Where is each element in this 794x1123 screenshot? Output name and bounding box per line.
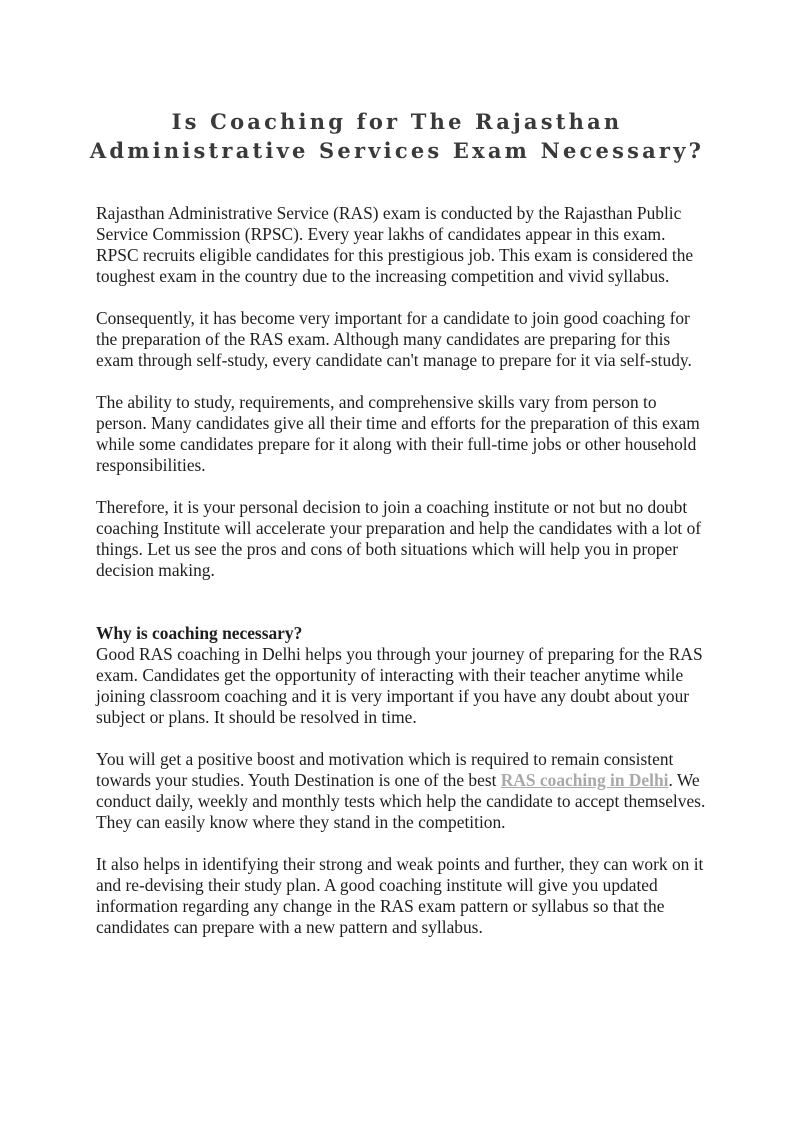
document-body <box>96 203 708 959</box>
paragraph-ability: The ability to study, requirements, and comprehensive skills vary from person to person. Many candidates give all their time and efforts for the preparation of this exam while some candidates prepare for it along with their full-time jobs or other household responsibilities. <box>96 392 700 475</box>
paragraph-positive-boost <box>96 749 708 833</box>
section-why-coaching <box>96 623 708 728</box>
paragraph-text-before-link: You will get a positive boost and motivation which is required to remain consistent towards your studies. Youth Destination is one of the best <box>96 749 674 790</box>
paragraph-strong-weak: It also helps in identifying their strong and weak points and further, they can work on it and re-devising their study plan. A good coaching institute will give you updated information regarding any change in the RAS exam pattern or syllabus so that the candidates can prepare with a new pattern and syllabus. <box>96 854 704 937</box>
paragraph-intro: Rajasthan Administrative Service (RAS) exam is conducted by the Rajasthan Public Service Commission (RPSC). Every year lakhs of candidates appear in this exam. RPSC recruits eligible candidates for this prestigious job. This exam is considered the toughest exam in the country due to the increasing competition and vivid syllabus. <box>96 203 694 286</box>
paragraph-text-after-link: . We conduct daily, weekly and monthly tests which help the candidate to accept themselves. They can easily know where they stand in the competition. <box>96 770 706 832</box>
ras-coaching-link[interactable]: RAS coaching in Delhi <box>500 770 669 790</box>
paragraph-consequently: Consequently, it has become very important for a candidate to join good coaching for the preparation of the RAS exam. Although many candidates are preparing for this exam through self-study, every candidate can't manage to prepare for it via self-study. <box>96 308 692 370</box>
paragraph-therefore: Therefore, it is your personal decision to join a coaching institute or not but no doubt coaching Institute will accelerate your preparation and help the candidates with a lot of things. Let us see the pros and cons of both situations which will help you in proper decision making. <box>96 497 702 580</box>
section-heading: Why is coaching necessary? <box>96 623 303 643</box>
document-title: Is Coaching for The Rajasthan Administrative Services Exam Necessary? <box>89 109 705 163</box>
section-intro-text: Good RAS coaching in Delhi helps you through your journey of preparing for the RAS exam. Candidates get the opportunity of interacting with their teacher anytime while joining classroom coaching and it is very important if you have any doubt about your subject or plans. It should be resolved in time. <box>96 644 703 727</box>
